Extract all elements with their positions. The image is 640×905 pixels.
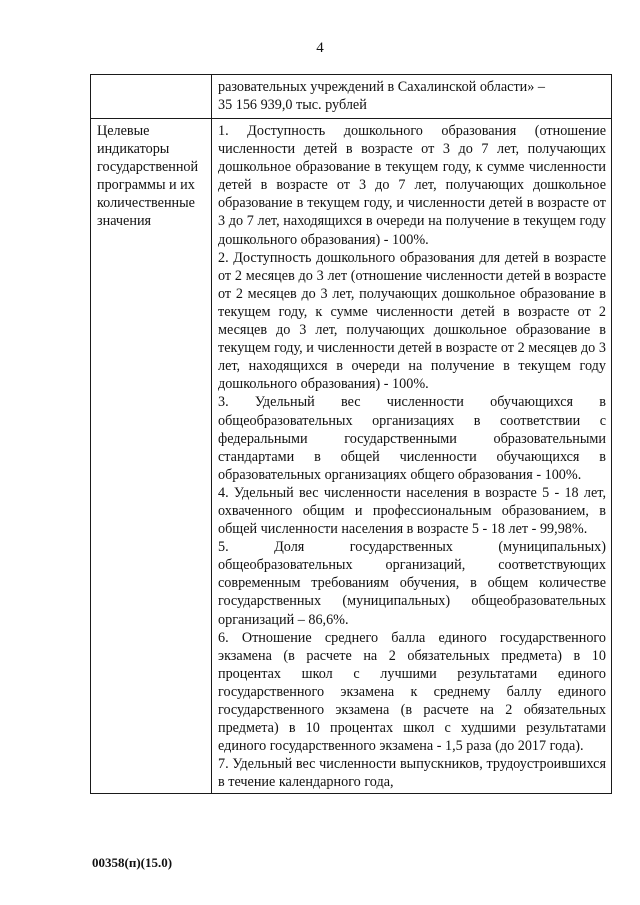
funding-amount: 35 156 939,0 тыс. рублей — [218, 97, 367, 114]
table-row — [91, 75, 612, 119]
row-label: Целевые индикаторы государственной программы и их количественные значения — [97, 123, 199, 230]
indicator-item: 3. Удельный вес численности обучающихся в общеобразовательных организациях в соответствии с федеральными государственными образовательными стандартами в общей численности обучающихся в образовательных организациях общего образования - 100%. — [218, 394, 606, 483]
document-code: 00358(п)(15.0) — [92, 855, 173, 870]
page-number: 4 — [316, 40, 324, 56]
indicator-item: 7. Удельный вес численности выпускников, трудоустроившихся в течение календарного года, — [218, 756, 606, 791]
indicator-item: 5. Доля государственных (муниципальных) общеобразовательных организаций, соответствующих современным требованиям обучения, в общем количестве государственных (муниципальных) общеобразовательных организаций – 86,6%. — [218, 539, 606, 628]
indicator-item: 1. Доступность дошкольного образования (отношение численности детей в возрасте от 3 до 7 лет, получающих дошкольное образование в текущем году, к сумме численности детей в возрасте от 3 до 7 лет, получающих дошкольное образование в текущем году, и численности детей в возрасте от 3 до 7 лет, находящихся в очереди на получение в текущем году дошкольного образования) - 100%. — [218, 123, 606, 248]
row-value-cell — [212, 75, 612, 119]
row-label-cell — [91, 75, 212, 119]
indicator-item: 6. Отношение среднего балла единого государственного экзамена (в расчете на 2 обязательных предмета) в 10 процентах школ с лучшими результатами единого государственного экзамена к среднему баллу единого государственного экзамена (в расчете на 2 обязательных предмета) в 10 процентах школ с худшими результатами единого государственного экзамена - 1,5 раза (до 2017 года). — [218, 629, 606, 755]
indicator-item: 4. Удельный вес численности населения в возрасте 5 - 18 лет, охваченного общим и профессиональным образованием, в общей численности населения в возрасте 5 - 18 лет - 99,98%. — [218, 484, 606, 538]
table-row — [91, 119, 612, 794]
program-passport-table — [90, 74, 612, 794]
row-value-cell — [212, 119, 612, 794]
funding-text-line: разовательных учреждений в Сахалинской области» – — [218, 79, 545, 95]
indicator-item: 2. Доступность дошкольного образования для детей в возрасте от 2 месяцев до 3 лет (отношение численности детей в возрасте от 2 месяцев до 3 лет, получающих дошкольное образование в текущем году, к сумме численности детей в возрасте от 2 месяцев до 3 лет, получающих дошкольное образование в текущем году, и численности детей в возрасте от 2 месяцев до 3 лет, находящихся в очереди на получение в текущем году дошкольного образования) - 100%. — [218, 249, 606, 393]
row-label-cell — [91, 119, 212, 794]
